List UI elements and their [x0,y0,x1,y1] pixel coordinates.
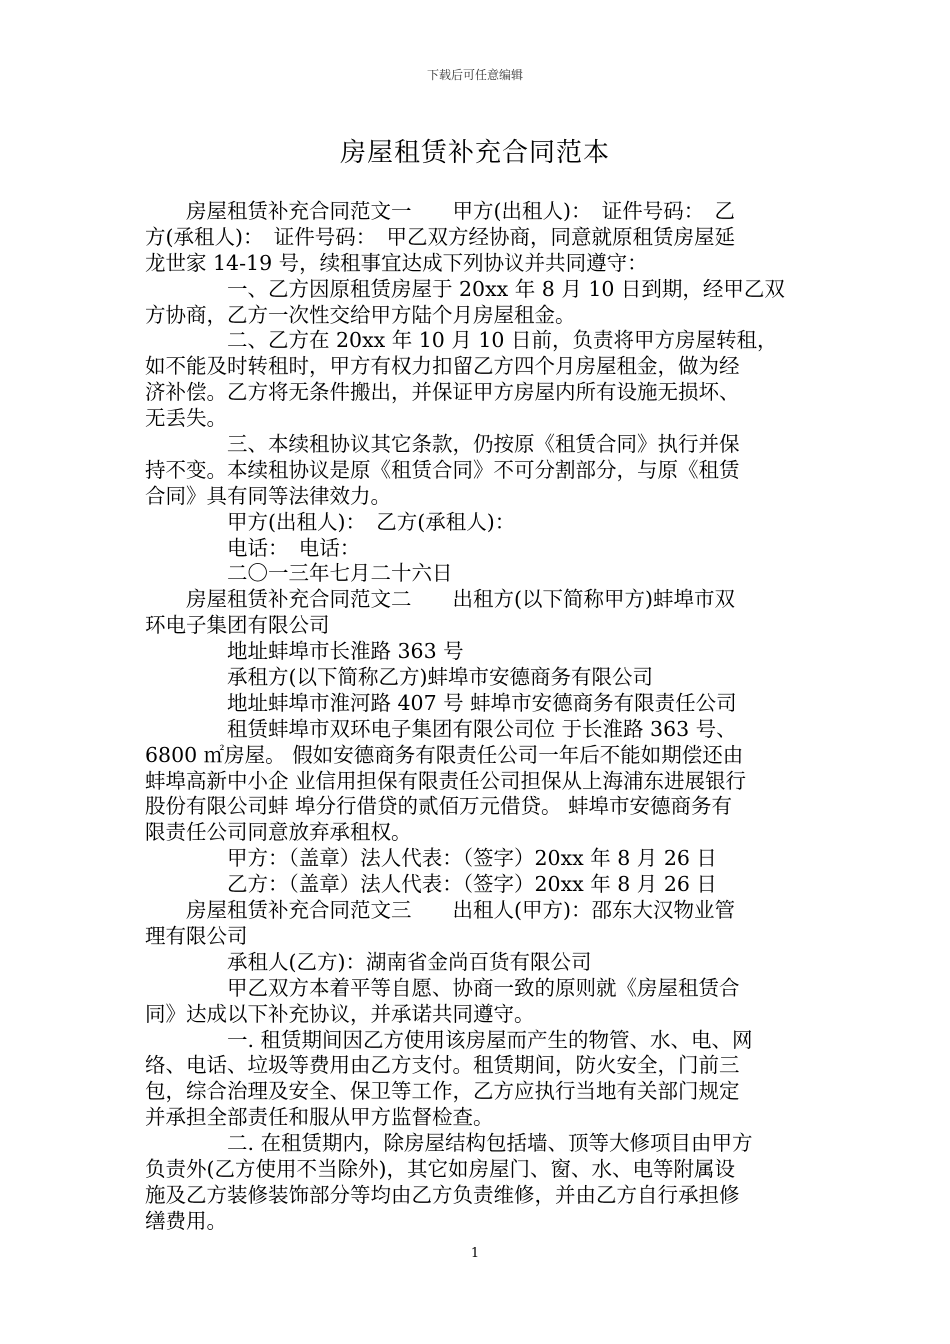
body-line: 持不变。本续租协议是原《租赁合同》不可分割部分，与原《租赁 [145,457,740,482]
body-line: 租赁蚌埠市双环电子集团有限公司位 于长淮路 363 号、 [145,716,737,741]
body-line: 乙方：（盖章）法人代表：（签字）20xx 年 8 月 26 日 [145,872,717,897]
body-line: 济补偿。乙方将无条件搬出，并保证甲方房屋内所有设施无损坏、 [145,380,740,405]
body-line: 缮费用。 [145,1208,227,1233]
body-line: 同》达成以下补充协议，并承诺共同遵守。 [145,1001,535,1026]
body-line: 甲方：（盖章）法人代表：（签字）20xx 年 8 月 26 日 [145,846,717,871]
body-line: 甲方(出租人)： 乙方(承租人)： [145,509,516,534]
body-line: 电话： 电话： [145,535,361,560]
body-line: 承租方(以下简称乙方)蚌埠市安德商务有限公司 [145,665,653,690]
body-line: 方协商，乙方一次性交给甲方陆个月房屋租金。 [145,302,576,327]
body-line: 甲乙双方本着平等自愿、协商一致的原则就《房屋租赁合 [145,975,740,1000]
body-line: 蚌埠高新中小企 业信用担保有限责任公司担保从上海浦东进展银行 [145,768,747,793]
body-line: 一. 租赁期间因乙方使用该房屋而产生的物管、水、电、网 [145,1027,753,1052]
body-line: 一、乙方因原租赁房屋于 20xx 年 8 月 10 日到期，经甲乙双 [145,276,785,301]
body-line: 股份有限公司蚌 埠分行借贷的贰佰万元借贷。 蚌埠市安德商务有 [145,794,733,819]
body-line: 合同》具有同等法律效力。 [145,483,391,508]
body-line: 方(承租人)： 证件号码： 甲乙双方经协商，同意就原租赁房屋延 [145,224,735,249]
body-line: 6800 ㎡房屋。 假如安德商务有限责任公司一年后不能如期偿还由 [145,742,744,767]
body-line: 地址蚌埠市淮河路 407 号 蚌埠市安德商务有限责任公司 [145,690,737,715]
header-note: 下载后可任意编辑 [426,68,523,82]
body-line: 二〇一三年七月二十六日 [145,561,453,586]
document-body [145,199,805,1235]
body-line: 房屋租赁补充合同范文二 出租方(以下简称甲方)蚌埠市双 [145,587,735,612]
body-line: 限责任公司同意放弃承租权。 [145,820,412,845]
body-line: 龙世家 14-19 号，续租事宜达成下列协议并共同遵守： [145,250,648,275]
body-line: 并承担全部责任和服从甲方监督检查。 [145,1105,494,1130]
body-line: 包，综合治理及安全、保卫等工作，乙方应执行当地有关部门规定 [145,1079,740,1104]
body-line: 承租人(乙方)：湖南省金尚百货有限公司 [145,949,592,974]
body-line: 理有限公司 [145,923,248,948]
body-line: 二、乙方在 20xx 年 10 月 10 日前，负责将甲方房屋转租， [145,328,778,353]
body-line: 络、电话、垃圾等费用由乙方支付。租赁期间，防火安全，门前三 [145,1053,740,1078]
body-line: 房屋租赁补充合同范文一 甲方(出租人)： 证件号码： 乙 [145,199,735,223]
body-line: 环电子集团有限公司 [145,613,330,638]
body-line: 房屋租赁补充合同范文三 出租人(甲方)：邵东大汉物业管 [145,898,735,923]
body-line: 地址蚌埠市长淮路 363 号 [145,639,464,664]
body-line: 无丢失。 [145,406,227,431]
body-line: 二. 在租赁期内，除房屋结构包括墙、顶等大修项目由甲方 [145,1131,753,1156]
document-title: 房屋租赁补充合同范本 [339,138,610,168]
body-line: 如不能及时转租时，甲方有权力扣留乙方四个月房屋租金，做为经 [145,354,740,379]
body-line: 施及乙方装修装饰部分等均由乙方负责维修，并由乙方自行承担修 [145,1182,740,1207]
body-line: 负责外(乙方使用不当除外)，其它如房屋门、窗、水、电等附属设 [145,1156,735,1181]
page-number: 1 [470,1246,480,1261]
body-line: 三、本续租协议其它条款，仍按原《租赁合同》执行并保 [145,432,740,457]
